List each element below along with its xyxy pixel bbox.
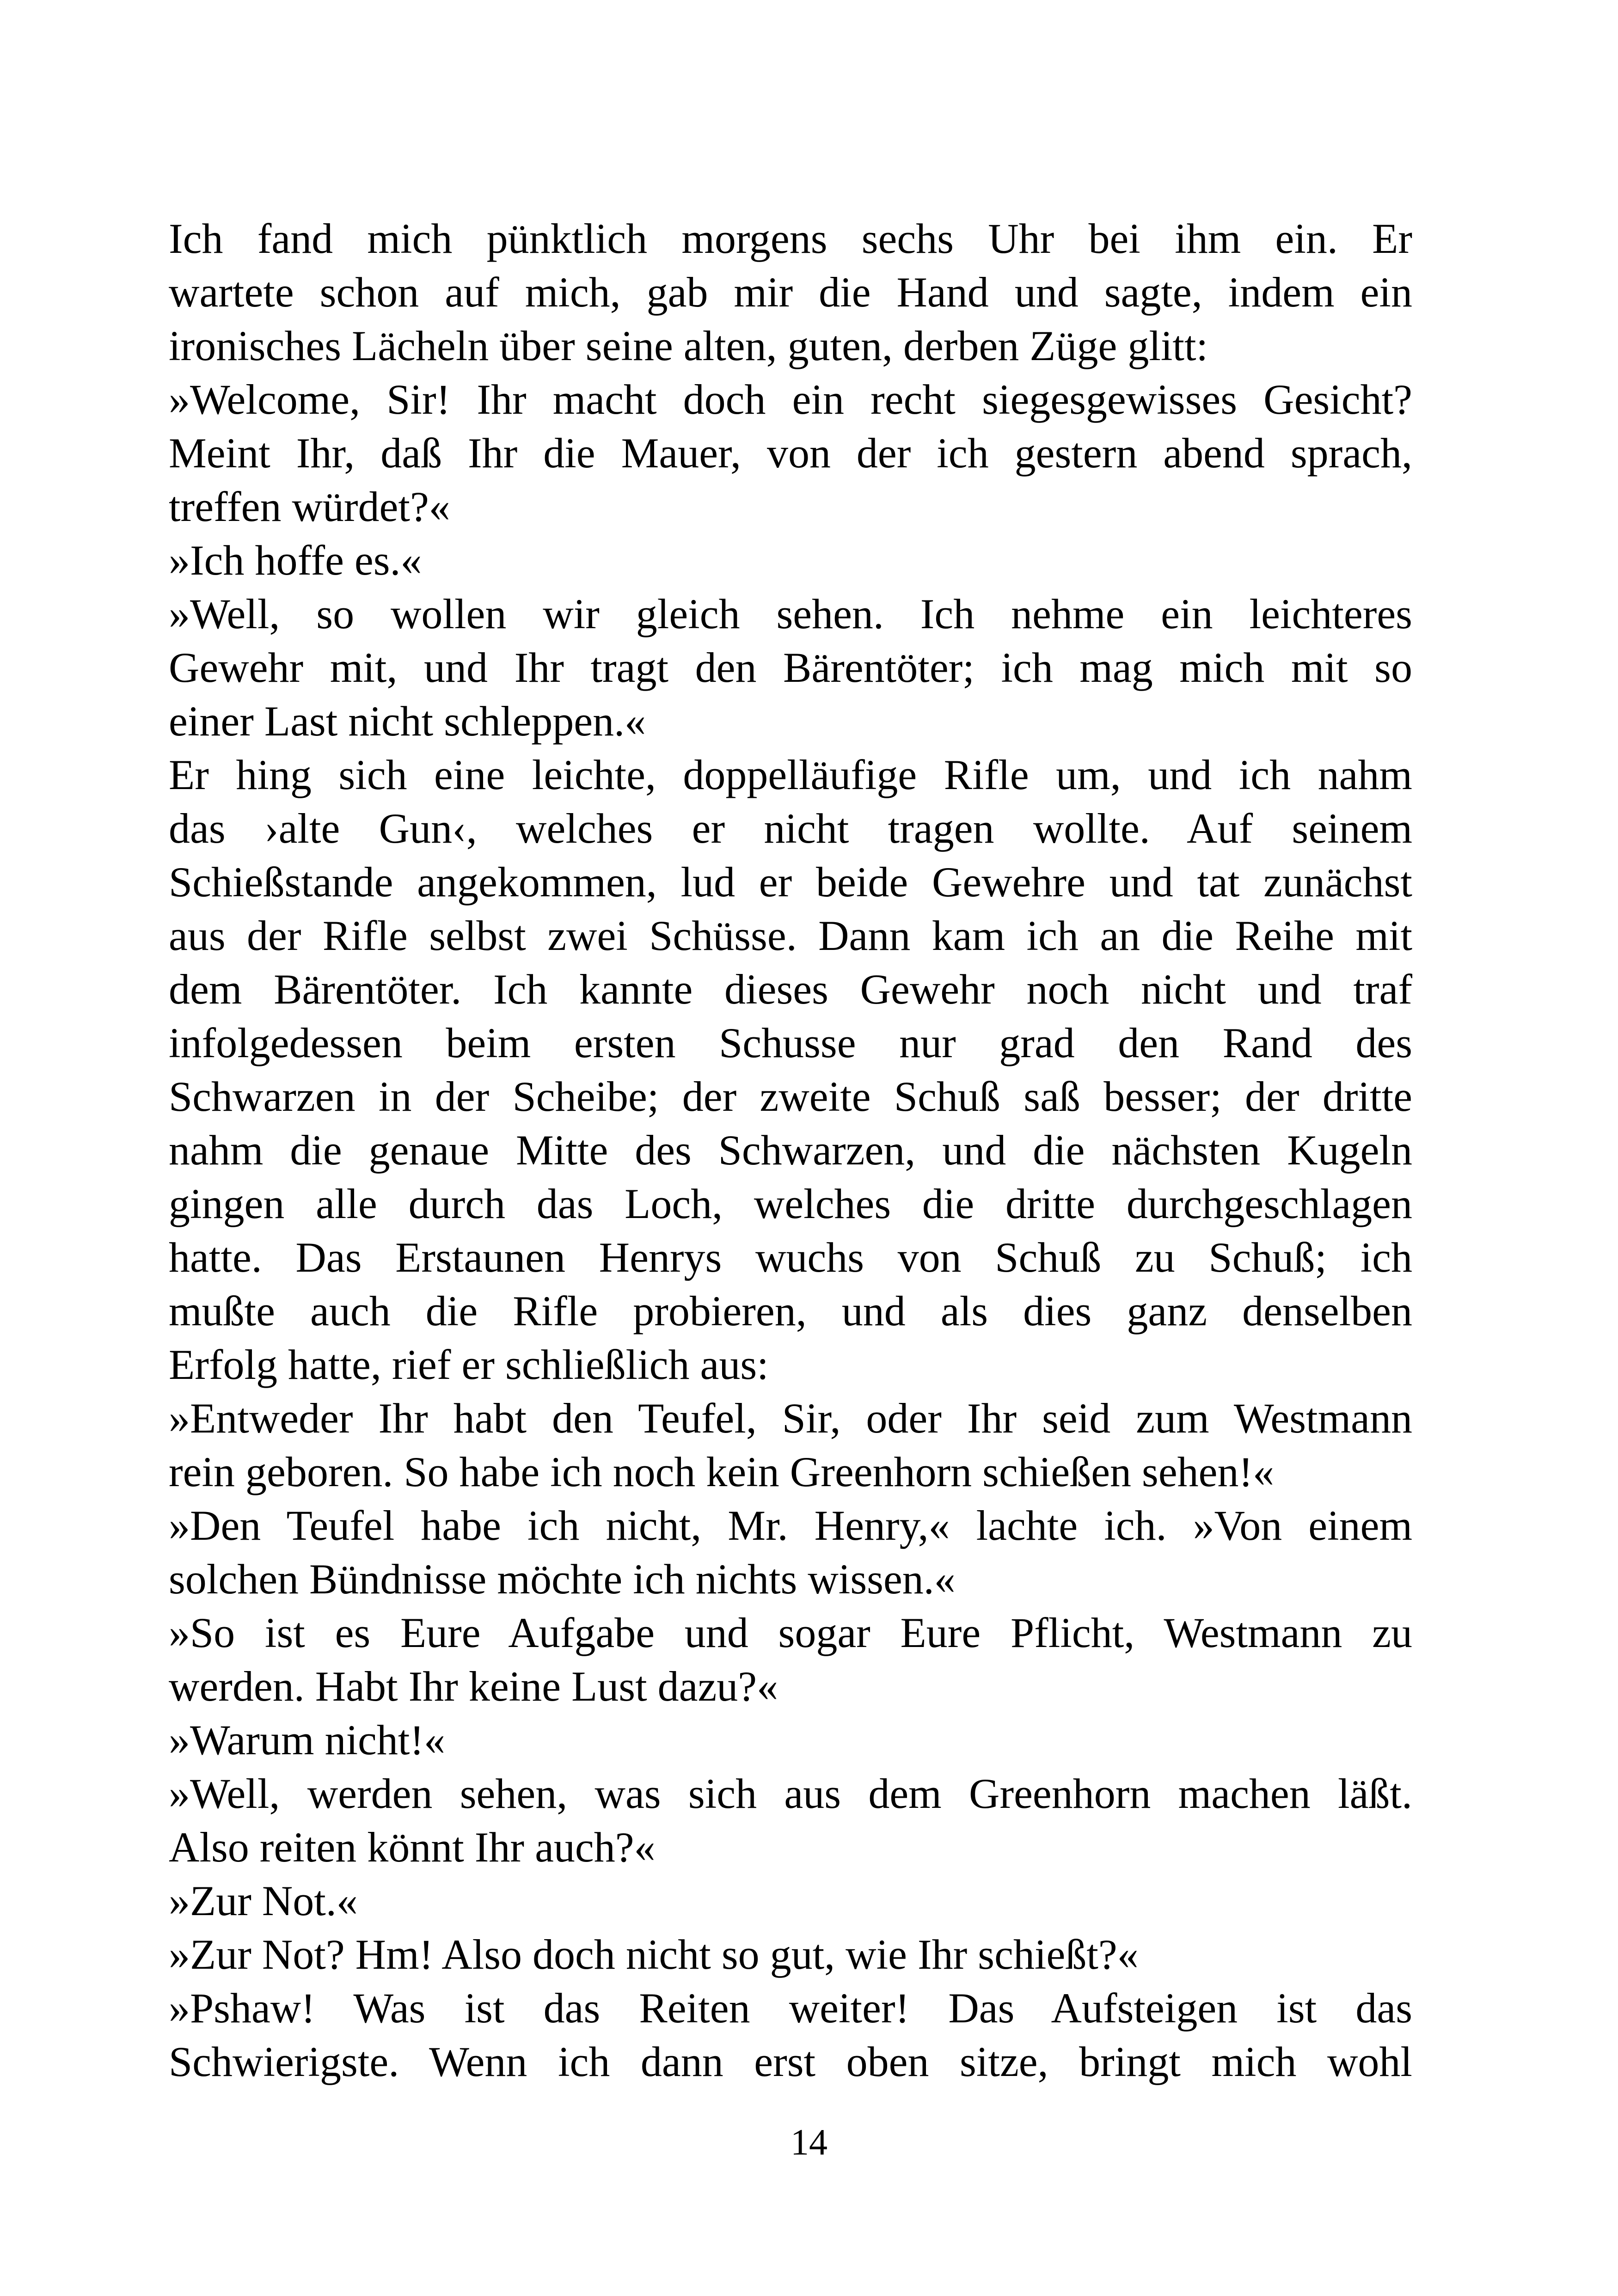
text-line: »Well, werden sehen, was sich aus dem Greenhorn machen läßt. <box>169 1770 1412 1817</box>
text-line: mußte auch die Rifle probieren, und als dies ganz denselben <box>169 1287 1412 1335</box>
text-line: »Zur Not? Hm! Also doch nicht so gut, wie Ihr schießt?« <box>169 1931 1139 1978</box>
text-line: Er hing sich eine leichte, doppelläufige Rifle um, und ich nahm <box>169 751 1412 798</box>
text-line: Ich fand mich pünktlich morgens sechs Uhr bei ihm ein. Er <box>169 215 1412 262</box>
text-line: Schwierigste. Wenn ich dann erst oben sitze, bringt mich wohl <box>169 2038 1412 2085</box>
text-line: »Ich hoffe es.« <box>169 537 422 584</box>
text-line: gingen alle durch das Loch, welches die dritte durchgeschlagen <box>169 1180 1412 1227</box>
text-line: aus der Rifle selbst zwei Schüsse. Dann kam ich an die Reihe mit <box>169 912 1412 959</box>
text-line: das ›alte Gun‹, welches er nicht tragen wollte. Auf seinem <box>169 805 1412 852</box>
text-line: treffen würdet?« <box>169 483 450 530</box>
text-line: Gewehr mit, und Ihr tragt den Bärentöter; ich mag mich mit so <box>169 644 1412 691</box>
text-line: infolgedessen beim ersten Schusse nur grad den Rand des <box>169 1019 1412 1066</box>
text-line: hatte. Das Erstaunen Henrys wuchs von Schuß zu Schuß; ich <box>169 1234 1412 1281</box>
text-line: »Well, so wollen wir gleich sehen. Ich nehme ein leichteres <box>169 590 1412 637</box>
text-line: Meint Ihr, daß Ihr die Mauer, von der ich gestern abend sprach, <box>169 429 1412 477</box>
text-line: »Pshaw! Was ist das Reiten weiter! Das Aufsteigen ist das <box>169 1984 1412 2032</box>
text-line: rein geboren. So habe ich noch kein Greenhorn schießen sehen!« <box>169 1448 1275 1495</box>
text-line: solchen Bündnisse möchte ich nichts wissen.« <box>169 1555 956 1603</box>
text-line: ironisches Lächeln über seine alten, guten, derben Züge glitt: <box>169 322 1208 369</box>
page-number: 14 <box>791 2122 827 2163</box>
text-line: werden. Habt Ihr keine Lust dazu?« <box>169 1663 778 1710</box>
text-line: »Warum nicht!« <box>169 1716 446 1763</box>
text-line: »So ist es Eure Aufgabe und sogar Eure Pflicht, Westmann zu <box>169 1609 1412 1656</box>
text-line: Also reiten könnt Ihr auch?« <box>169 1824 656 1871</box>
text-line: wartete schon auf mich, gab mir die Hand und sagte, indem ein <box>169 269 1412 316</box>
text-line: Schwarzen in der Scheibe; der zweite Schuß saß besser; der dritte <box>169 1073 1412 1120</box>
text-line: nahm die genaue Mitte des Schwarzen, und die nächsten Kugeln <box>169 1127 1412 1174</box>
text-line: »Zur Not.« <box>169 1877 358 1924</box>
text-line: »Welcome, Sir! Ihr macht doch ein recht siegesgewisses Gesicht? <box>169 376 1412 423</box>
text-line: Schießstande angekommen, lud er beide Gewehre und tat zunächst <box>169 858 1412 906</box>
text-line: einer Last nicht schleppen.« <box>169 698 646 745</box>
text-line: »Entweder Ihr habt den Teufel, Sir, oder Ihr seid zum Westmann <box>169 1395 1412 1442</box>
text-line: »Den Teufel habe ich nicht, Mr. Henry,« lachte ich. »Von einem <box>169 1502 1412 1549</box>
text-line: Erfolg hatte, rief er schließlich aus: <box>169 1341 769 1388</box>
body-text <box>169 212 1412 2088</box>
text-line: dem Bärentöter. Ich kannte dieses Gewehr noch nicht und traf <box>169 966 1412 1013</box>
